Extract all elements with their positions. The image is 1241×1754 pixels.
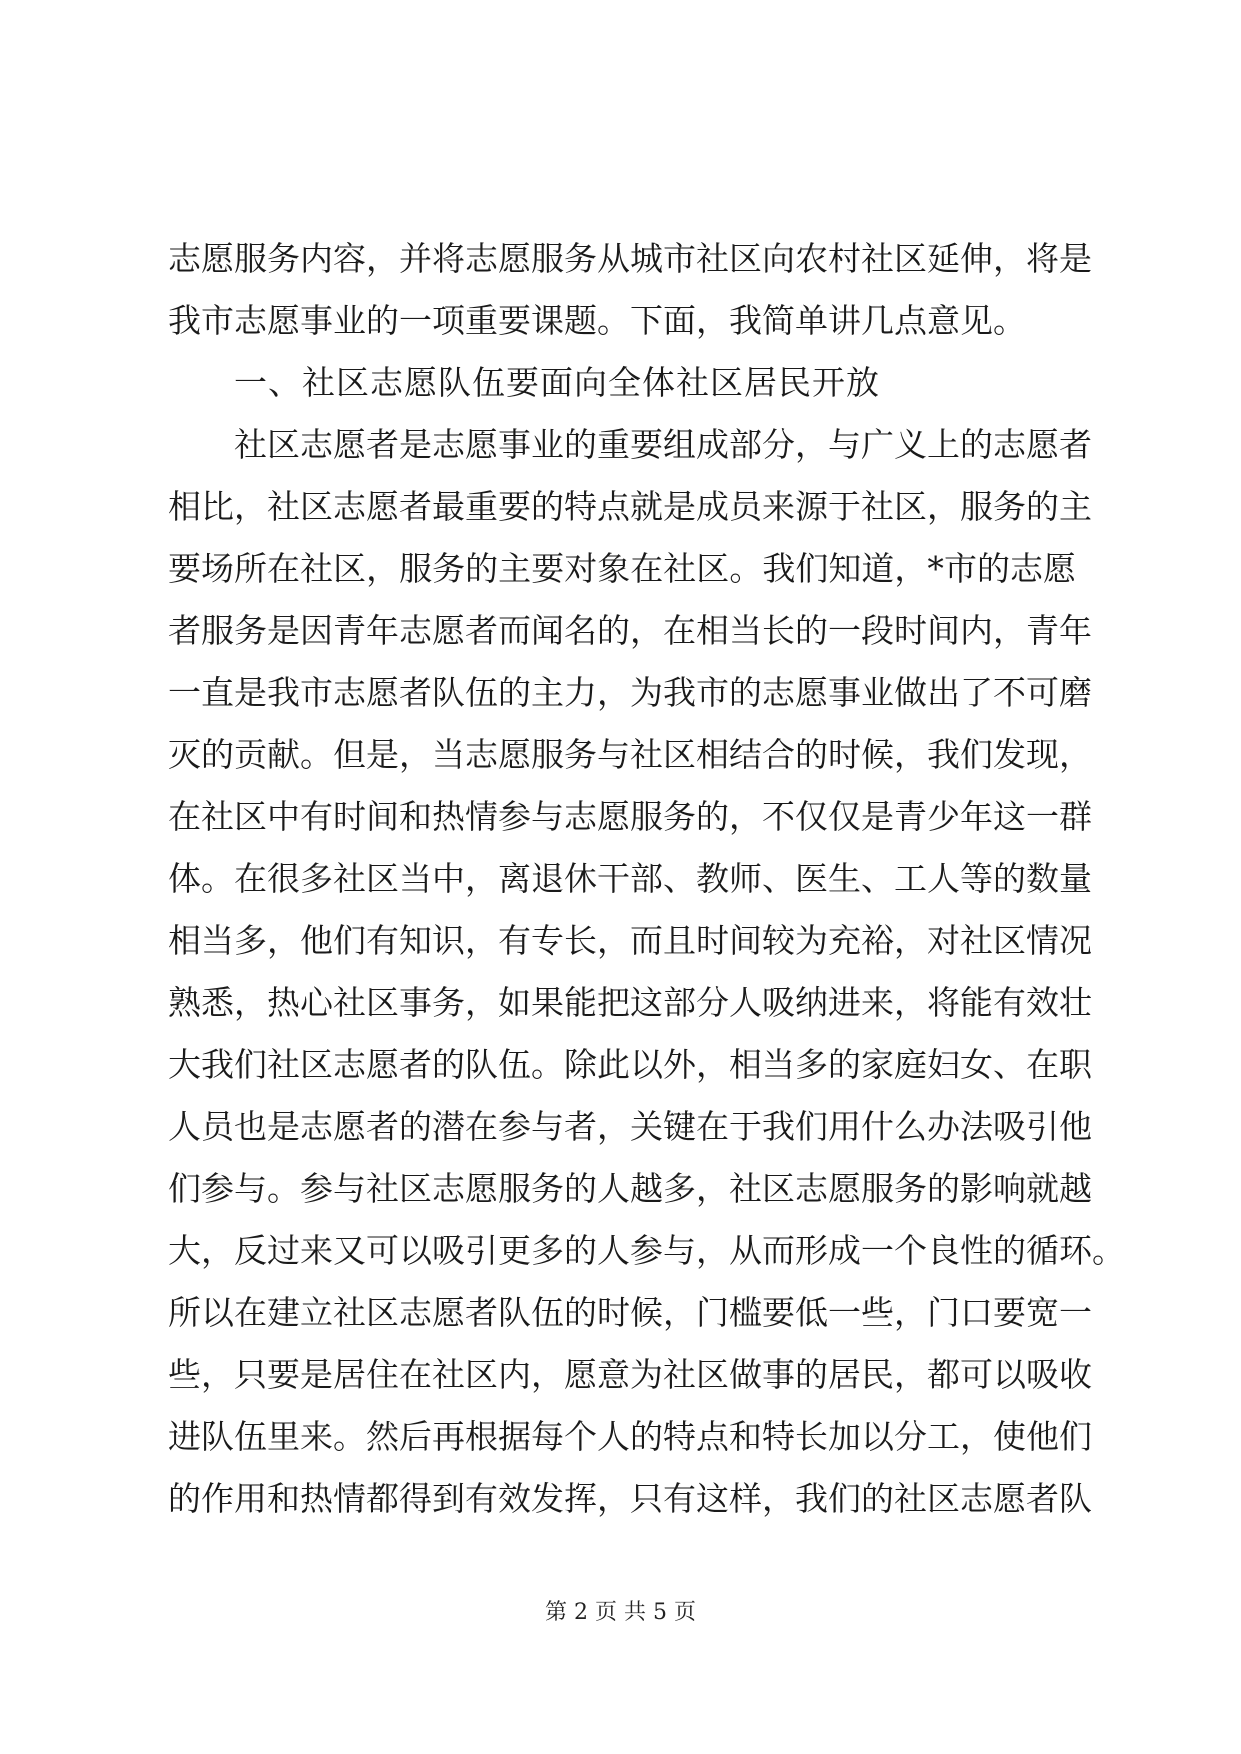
body-line: 一直是我市志愿者队伍的主力，为我市的志愿事业做出了不可磨 (168, 673, 1092, 712)
body-line: 者服务是因青年志愿者而闻名的，在相当长的一段时间内，青年 (168, 611, 1092, 650)
body-line: 大我们社区志愿者的队伍。除此以外，相当多的家庭妇女、在职 (168, 1045, 1092, 1084)
body-line: 人员也是志愿者的潜在参与者，关键在于我们用什么办法吸引他 (168, 1107, 1092, 1146)
body-line: 进队伍里来。然后再根据每个人的特点和特长加以分工，使他们 (168, 1417, 1092, 1456)
body-line: 们参与。参与社区志愿服务的人越多，社区志愿服务的影响就越 (168, 1169, 1092, 1208)
body-line: 社区志愿者是志愿事业的重要组成部分，与广义上的志愿者 (234, 425, 1092, 464)
body-line: 体。在很多社区当中，离退休干部、教师、医生、工人等的数量 (168, 859, 1092, 898)
body-line: 些，只要是居住在社区内，愿意为社区做事的居民，都可以吸收 (168, 1355, 1092, 1394)
body-line: 熟悉，热心社区事务，如果能把这部分人吸纳进来，将能有效壮 (168, 983, 1092, 1022)
body-line: 相比，社区志愿者最重要的特点就是成员来源于社区，服务的主 (168, 487, 1092, 526)
document-body (168, 228, 1125, 1530)
body-line: 大，反过来又可以吸引更多的人参与，从而形成一个良性的循环。 (168, 1231, 1125, 1270)
page-number-footer: 第 2 页 共 5 页 (545, 1600, 696, 1625)
body-line: 相当多，他们有知识，有专长，而且时间较为充裕，对社区情况 (168, 921, 1092, 960)
body-line: 在社区中有时间和热情参与志愿服务的，不仅仅是青少年这一群 (168, 797, 1092, 836)
section-heading: 一、社区志愿队伍要面向全体社区居民开放 (234, 363, 880, 402)
body-line: 要场所在社区，服务的主要对象在社区。我们知道，*市的志愿 (168, 549, 1076, 588)
body-line: 的作用和热情都得到有效发挥，只有这样，我们的社区志愿者队 (168, 1479, 1092, 1518)
body-line: 所以在建立社区志愿者队伍的时候，门槛要低一些，门口要宽一 (168, 1293, 1092, 1332)
body-line: 灭的贡献。但是，当志愿服务与社区相结合的时候，我们发现， (168, 735, 1092, 774)
body-line: 我市志愿事业的一项重要课题。下面，我简单讲几点意见。 (168, 301, 1026, 340)
body-line: 志愿服务内容，并将志愿服务从城市社区向农村社区延伸，将是 (168, 239, 1092, 278)
